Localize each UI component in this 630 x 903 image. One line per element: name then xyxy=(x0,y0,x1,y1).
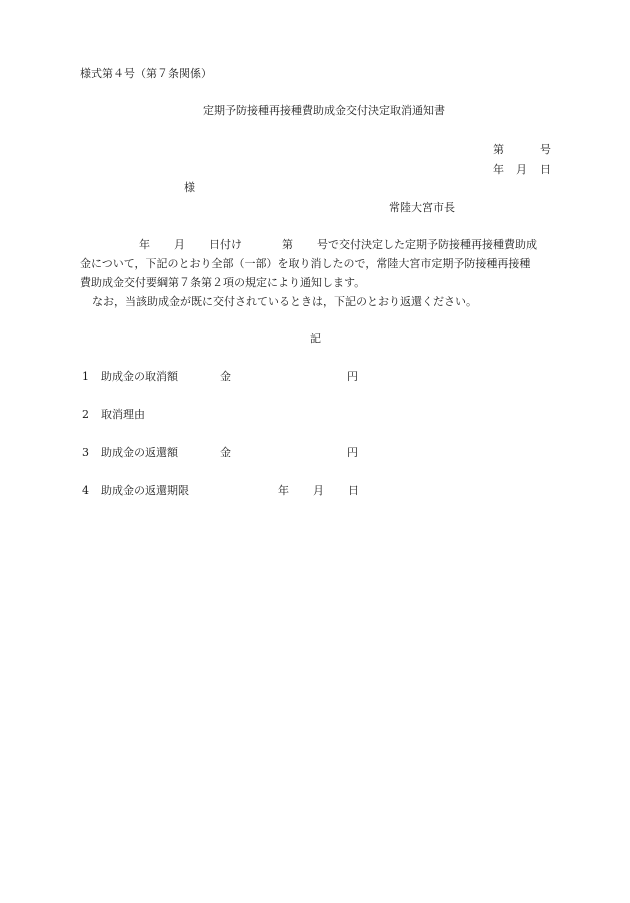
body-line2: 金について，下記のとおり全部（一部）を取り消したので，常陸大宮市定期予防接種再接種 xyxy=(80,257,531,270)
body-line4: なお，当該助成金が既に交付されているときは，下記のとおり返還ください。 xyxy=(92,295,477,308)
body-year: 年 xyxy=(139,238,150,251)
date-month: 月 xyxy=(516,163,527,176)
doc-number-dai: 第 xyxy=(493,143,504,156)
doc-number-go: 号 xyxy=(540,143,551,156)
body-month: 月 xyxy=(174,238,185,251)
body-dai: 第 xyxy=(282,238,293,251)
item-4-day: 日 xyxy=(348,484,359,497)
body-line1-rest: 号で交付決定した定期予防接種再接種費助成 xyxy=(317,238,537,251)
item-4-month: 月 xyxy=(313,484,324,497)
item-4-label: 助成金の返還期限 xyxy=(101,484,189,497)
item-1-label: 助成金の取消額 xyxy=(101,370,178,383)
item-3-kin: 金 xyxy=(220,446,231,459)
document-title: 定期予防接種再接種費助成金交付決定取消通知書 xyxy=(203,104,445,117)
item-4-year: 年 xyxy=(278,484,289,497)
issuer-name: 常陸大宮市長 xyxy=(389,201,455,214)
item-3-yen: 円 xyxy=(347,446,358,459)
addressee-suffix: 様 xyxy=(184,181,195,194)
body-line3: 費助成金交付要綱第７条第２項の規定により通知します。 xyxy=(80,276,366,289)
item-2-label: 取消理由 xyxy=(101,408,145,421)
body-dated: 日付け xyxy=(209,238,242,251)
ki-heading: 記 xyxy=(310,332,321,345)
item-3-number: 3 xyxy=(82,446,89,459)
item-2-number: 2 xyxy=(82,408,89,421)
item-1-kin: 金 xyxy=(220,370,231,383)
item-3-label: 助成金の返還額 xyxy=(101,446,178,459)
date-year: 年 xyxy=(493,163,504,176)
date-day: 日 xyxy=(540,163,551,176)
item-1-number: 1 xyxy=(82,370,89,383)
item-4-number: 4 xyxy=(82,484,89,497)
form-number: 様式第４号（第７条関係） xyxy=(80,67,212,80)
item-1-yen: 円 xyxy=(347,370,358,383)
